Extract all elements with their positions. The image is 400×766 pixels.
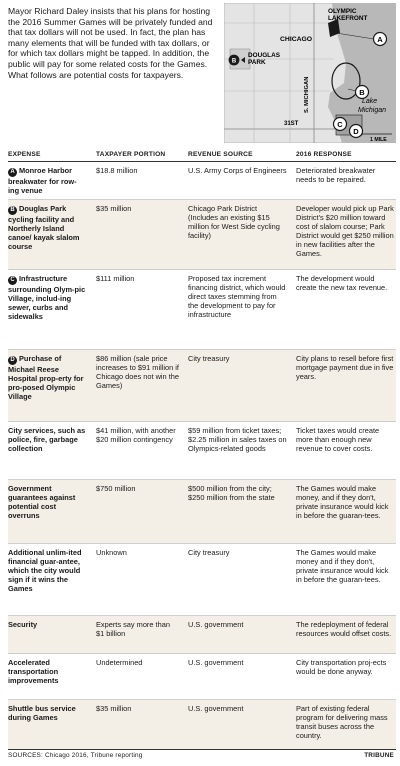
expense-cell [8, 354, 86, 401]
table-row [8, 480, 396, 544]
portion-cell: $86 million (sale price increases to $91 million if Chicago does not win the Games) [96, 354, 179, 390]
label-chicago: CHICAGO [280, 36, 313, 43]
label-olympic: OLYMPIC [328, 8, 357, 15]
label-park: PARK [248, 59, 266, 66]
table-row [8, 270, 396, 350]
portion-cell: $750 million [96, 484, 136, 493]
source-cell: U.S. Army Corps of Engineers [188, 166, 287, 175]
source-cell: $500 million from the city; $250 million from the state [188, 484, 275, 502]
credit-label: TRIBUNE [364, 752, 394, 759]
source-cell: U.S. government [188, 620, 244, 629]
label-31st: 31ST [284, 121, 299, 127]
locator-map [224, 3, 396, 143]
expense-text: Douglas Park cycling facility and Northerly Island canoe/ kayak slalom course [8, 204, 80, 251]
portion-cell: $35 million [96, 204, 132, 213]
expense-cell: Shuttle bus service during Games [8, 704, 76, 722]
portion-cell: $18.8 million [96, 166, 138, 175]
expense-text: Infrastructure surrounding Olym-pic Village, includ-ing sewer, curbs and sidewalks [8, 274, 86, 321]
marker-b-label: B [359, 88, 365, 97]
source-cell: U.S. government [188, 658, 244, 667]
label-douglas: DOUGLAS [248, 52, 280, 59]
marker-a-label: A [377, 35, 383, 44]
portion-cell: $35 million [96, 704, 132, 713]
table-row [8, 162, 396, 200]
expense-cell [8, 204, 86, 251]
marker-c-label: C [337, 120, 343, 129]
response-cell: Part of existing federal program for delivering mass transit buses across the country. [296, 704, 388, 740]
source-cell: Proposed tax increment financing district, which would direct taxes stemming from the development to pay for infrastructure [188, 274, 286, 319]
expense-text: Purchase of Michael Reese Hospital prop-erty for pro-posed Olympic Village [8, 354, 84, 401]
source-cell: U.S. government [188, 704, 244, 713]
table-row [8, 700, 396, 750]
label-lake: Lake [362, 98, 378, 105]
response-cell: The Games would make money, and if they don't, private insurance would kick in before the guaran-tees. [296, 484, 389, 520]
expense-cell: Security [8, 620, 38, 629]
header-expense: EXPENSE [8, 151, 41, 158]
expense-cell [8, 166, 86, 195]
sources-note: SOURCES: Chicago 2016, Tribune reporting [8, 752, 143, 759]
portion-cell: Experts say more than $1 billion [96, 620, 170, 638]
marker-b-left-label: B [231, 58, 237, 65]
table-row [8, 350, 396, 422]
expense-text: Monroe Harbor breakwater for row-ing venue [8, 166, 77, 195]
intro-paragraph: Mayor Richard Daley insists that his plans for hosting the 2016 Summer Games will be privately funded and that tax dollars will not be used. In fact, the plan has many elements that will be funded with tax dollars, or for which tax dollars might be tapped. In addition, the public will pay for some related costs for the Games. What follows are potential costs for taxpayers. [8, 6, 213, 80]
expense-cell: City services, such as police, fire, garbage collection [8, 426, 86, 453]
table-row [8, 422, 396, 480]
response-cell: The development would create the new tax revenue. [296, 274, 388, 292]
source-cell: Chicago Park District (Includes an existing $15 million for West Side cycling facility) [188, 204, 280, 240]
expense-cell: Government guarantees against potential cost overruns [8, 484, 76, 520]
row-badge: C [8, 276, 17, 285]
marker-d-label: D [353, 127, 359, 136]
expense-cell: Additional unlim-ited financial guar-antee, which the city would sign if it wins the Games [8, 548, 82, 593]
portion-cell: Unknown [96, 548, 127, 557]
scale-label: 1 MILE [370, 137, 387, 143]
response-cell: City plans to resell before first mortgage payment due in five years. [296, 354, 394, 381]
portion-cell: $41 million, with another $20 million contingency [96, 426, 176, 444]
label-lake-michigan: Michigan [358, 107, 387, 114]
response-cell: Deteriorated breakwater needs to be repaired. [296, 166, 376, 184]
row-badge: D [8, 356, 17, 365]
response-cell: City transportation proj-ects would be done anyway. [296, 658, 387, 676]
table-row [8, 654, 396, 700]
label-michigan-ave: S. MICHIGAN [304, 76, 310, 113]
table-row [8, 200, 396, 270]
response-cell: Developer would pick up Park District's $20 million toward cost of slalom course; Park District would get $250 million in new facilities after the Games. [296, 204, 394, 258]
table-header [8, 150, 396, 162]
expense-cell: Accelerated transportation improvements [8, 658, 59, 685]
portion-cell: Undetermined [96, 658, 143, 667]
row-badge: A [8, 168, 17, 177]
table-row [8, 616, 396, 654]
expense-cell [8, 274, 86, 321]
header-2016-response: 2016 RESPONSE [296, 151, 352, 158]
source-cell: $59 million from ticket taxes; $2.25 million in sales taxes on Olympics-related goods [188, 426, 287, 453]
source-cell: City treasury [188, 548, 230, 557]
table-row [8, 544, 396, 616]
label-lakefront: LAKEFRONT [328, 15, 368, 22]
response-cell: The redeployment of federal resources would offset costs. [296, 620, 392, 638]
header-revenue-source: REVENUE SOURCE [188, 151, 253, 158]
response-cell: Ticket taxes would create more than enough new revenue to cover costs. [296, 426, 380, 453]
row-badge: B [8, 206, 17, 215]
header-taxpayer-portion: TAXPAYER PORTION [96, 151, 166, 158]
response-cell: The Games would make money and if they don't, private insurance would kick in before the guaran-tees. [296, 548, 389, 584]
source-cell: City treasury [188, 354, 230, 363]
portion-cell: $111 million [96, 274, 135, 283]
